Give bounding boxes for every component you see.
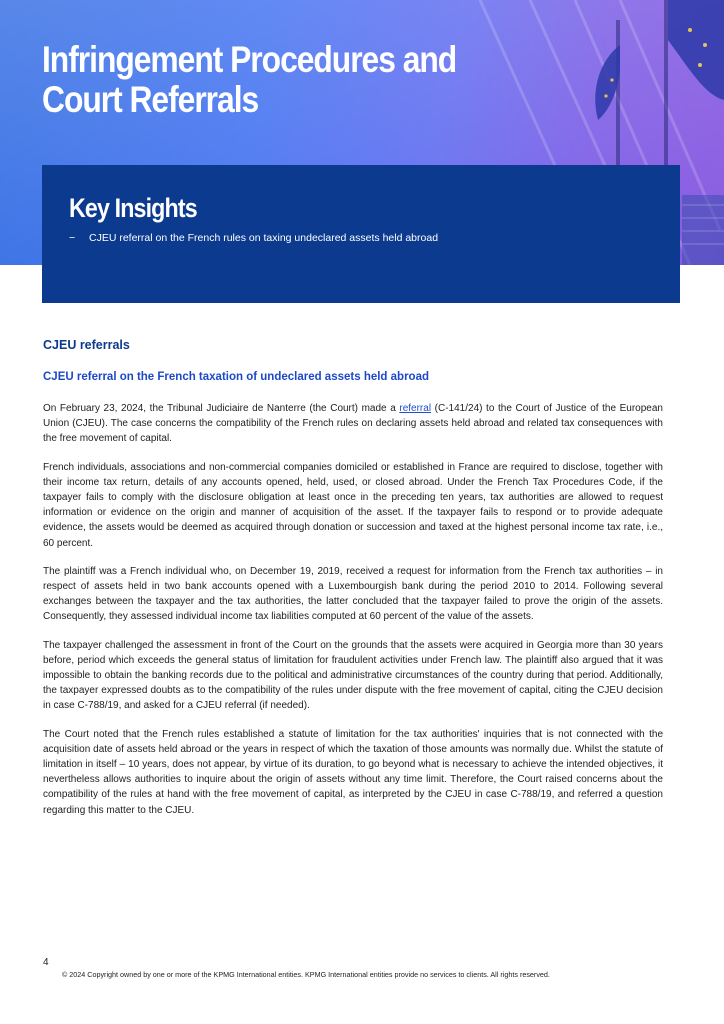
- paragraph-court-ruling: The Court noted that the French rules established a statute of limitation for the tax authorities' inquiries that is not connected with the acquisition date of assets held abroad or the years in respect of which the taxation of those amounts was normally due. Whilst the statute of limitation in itself – 10 years, does not appear, by virtue of its duration, to go beyond what is necessary to achieve the intended objectives, it nevertheless allows authorities to inquire about the origin of assets without any time limit. Therefore, the Court raised concerns about the compatibility of the rules at hand with the free movement of capital, as interpreted by the CJEU in case C-788/19, and referred a question regarding this matter to the CJEU.: [43, 728, 663, 816]
- paragraph-text: On February 23, 2024, the Tribunal Judiciaire de Nanterre (the Court) made a: [43, 403, 400, 414]
- section-subheading: CJEU referral on the French taxation of undeclared assets held abroad: [43, 371, 429, 383]
- paragraph-challenge: The taxpayer challenged the assessment in front of the Court on the grounds that the assets were acquired in Georgia more than 30 years before, period which exceeds the general status of limitation for fraudulent activities under French law. The plaintiff also argued that it was impossible to obtain the banking records due to the political and administrative circumstances of the country during that period. Additionally, the taxpayer expressed doubts as to the compatibility of the rules under dispute with the free movement of capital, citing the CJEU decision in case C-788/19, and asked for a CJEU referral (if needed).: [43, 639, 663, 712]
- page-title: Infringement Procedures and Court Referrals: [42, 39, 457, 120]
- key-insights-box: [42, 165, 680, 303]
- key-insights-heading: Key Insights: [69, 193, 197, 223]
- main-content: [43, 338, 663, 831]
- key-insight-text: CJEU referral on the French rules on taxing undeclared assets held abroad: [89, 232, 439, 244]
- dash-bullet: −: [69, 232, 76, 244]
- section-heading: CJEU referrals: [43, 338, 130, 352]
- paragraph-text: (C-141/24) to the Court of Justice of the European Union (CJEU). The case concerns the compatibility of the French rules on declaring assets held abroad and related tax consequences with the free movement of capital.: [43, 403, 663, 445]
- referral-link[interactable]: referral: [399, 403, 432, 414]
- page-number: 4: [43, 957, 49, 968]
- copyright-footer: © 2024 Copyright owned by one or more of the KPMG International entities. KPMG International entities provide no services to clients. All rights reserved.: [62, 970, 550, 979]
- paragraph-referral: [43, 401, 663, 447]
- paragraph-plaintiff: The plaintiff was a French individual who, on December 19, 2019, received a request for information from the French tax authorities – in respect of assets held in two bank accounts opened with a Luxembourgish bank during the period 2010 to 2014. Following several exchanges between the taxpayer and the tax authorities, the latter concluded that the taxpayer failed to prove the origin of the assets. Consequently, they assessed individual income tax liabilities computed at 60 percent of the value of the assets.: [43, 565, 663, 623]
- key-insight-item: [69, 232, 438, 244]
- paragraph-disclosure-rules: French individuals, associations and non-commercial companies domiciled or established in France are required to disclose, together with their income tax return, details of any accounts opened, held, used, or closed abroad. Under the French Tax Procedures Code, if the taxpayer fails to comply with the disclosure obligation at least once in the preceding ten years, tax authorities are allowed to request information or evidence on the origin and manner of acquisition of the asset. If the taxpayer fails to respond or to provide adequate evidence, the assets would be deemed as acquired through donation or succession and taxed at the highest personal income tax rate, i.e., 60 percent.: [43, 461, 663, 549]
